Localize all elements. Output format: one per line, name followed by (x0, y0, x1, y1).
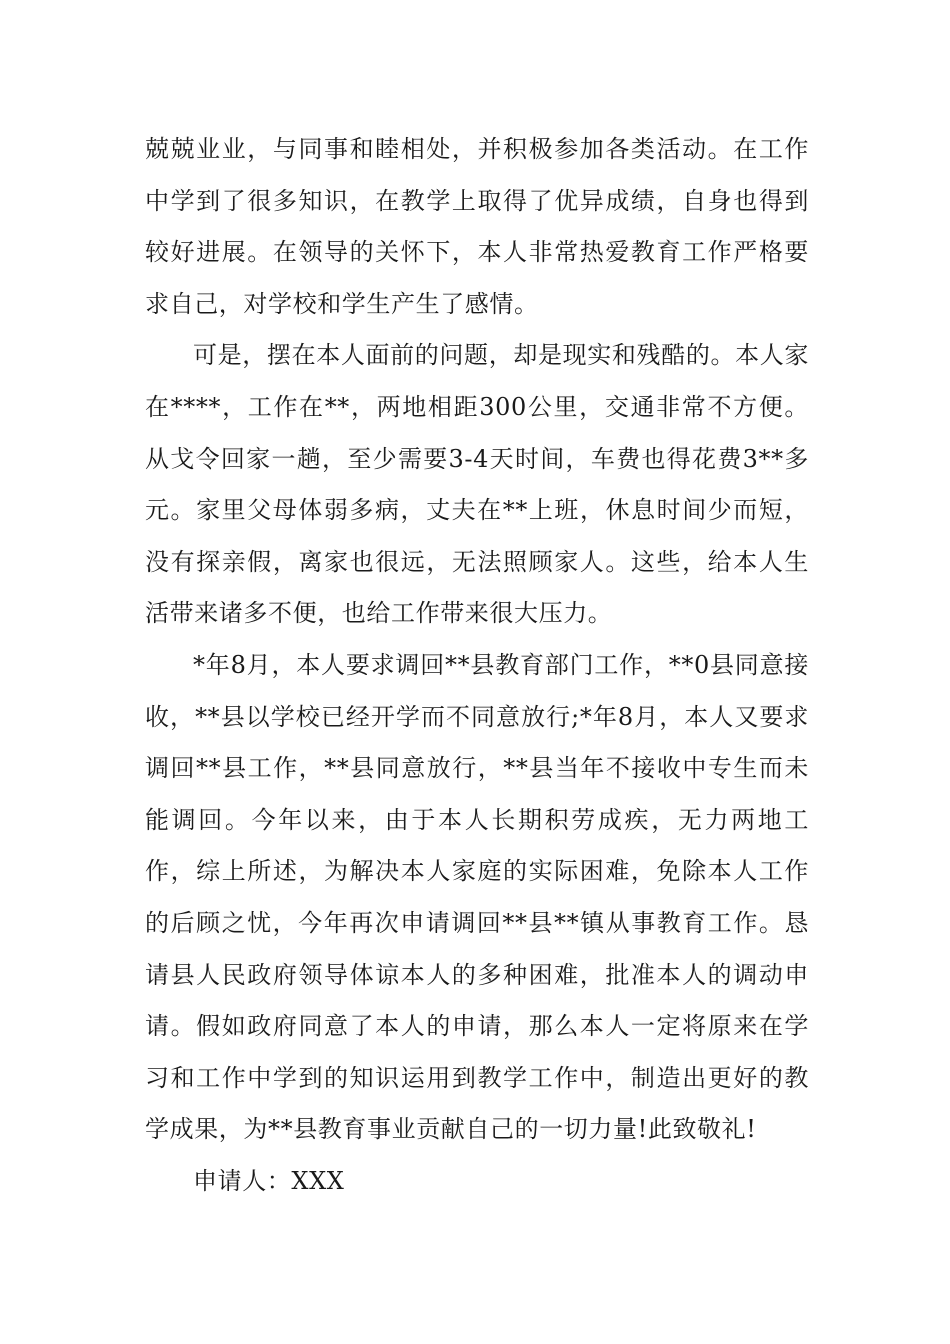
document-body (145, 124, 809, 1207)
paragraph-continuation: 兢兢业业，与同事和睦相处，并积极参加各类活动。在工作中学到了很多知识，在教学上取得了优异成绩，自身也得到较好进展。在领导的关怀下，本人非常热爱教育工作严格要求自己，对学校和学生产生了感情。 (145, 135, 809, 318)
paragraph-hardship: 可是，摆在本人面前的问题，却是现实和残酷的。本人家在****，工作在**，两地相距300公里，交通非常不方便。从戈令回家一趟，至少需要3-4天时间，车费也得花费3**多元。家里父母体弱多病，丈夫在**上班，休息时间少而短，没有探亲假，离家也很远，无法照顾家人。这些，给本人生活带来诸多不便，也给工作带来很大压力。 (145, 341, 809, 628)
paragraph-request: *年8月，本人要求调回**县教育部门工作，**0县同意接收，**县以学校已经开学而不同意放行;*年8月，本人又要求调回**县工作，**县同意放行，**县当年不接收中专生而未能调回。今年以来，由于本人长期积劳成疾，无力两地工作，综上所述，为解决本人家庭的实际困难，免除本人工作的后顾之忧，今年再次申请调回**县**镇从事教育工作。恳请县人民政府领导体谅本人的多种困难，批准本人的调动申请。假如政府同意了本人的申请，那么本人一定将原来在学习和工作中学到的知识运用到教学工作中，制造出更好的教学成果，为**县教育事业贡献自己的一切力量!此致敬礼! (145, 650, 809, 1144)
applicant-signature: 申请人：XXX (193, 1166, 345, 1195)
